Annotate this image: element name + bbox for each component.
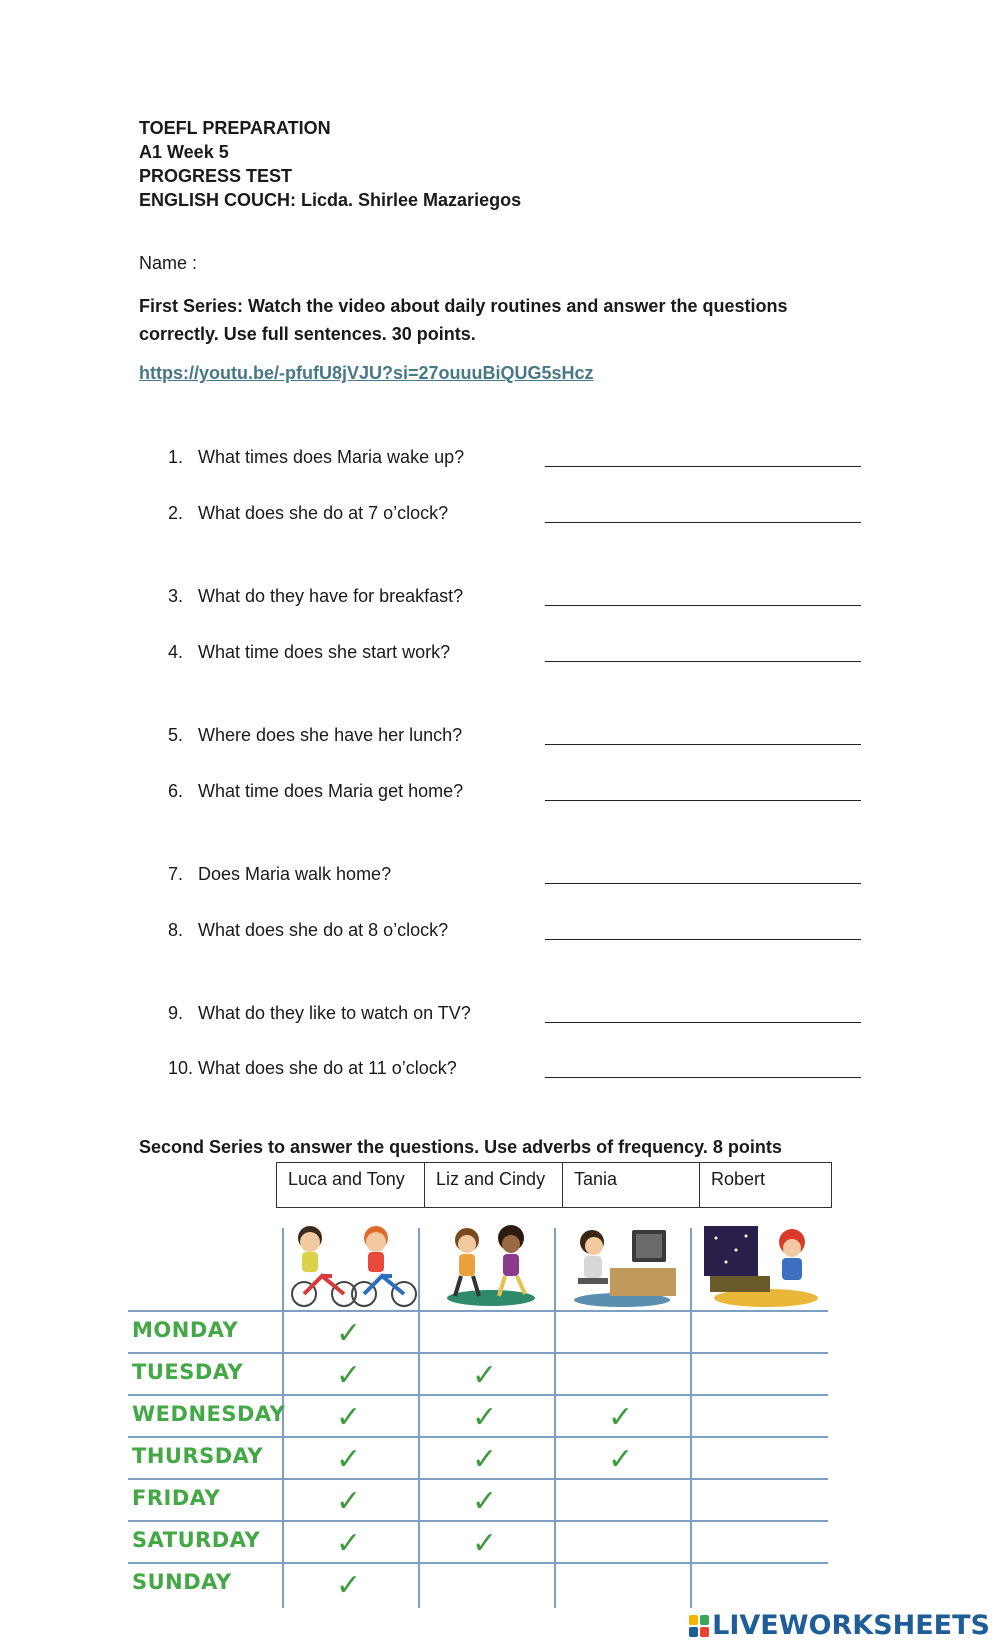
answer-line-4[interactable] bbox=[545, 660, 861, 662]
answer-line-2[interactable] bbox=[545, 521, 861, 523]
liveworksheets-logo bbox=[689, 1610, 990, 1641]
question-number: 5. bbox=[168, 725, 184, 745]
check-mark: ✓ bbox=[336, 1442, 362, 1477]
course-title: TOEFL PREPARATION bbox=[139, 118, 331, 138]
question-text: What do they have for breakfast? bbox=[198, 586, 464, 606]
question-6 bbox=[168, 781, 463, 802]
question-10 bbox=[168, 1058, 457, 1079]
logo-mark-icon bbox=[689, 1615, 709, 1637]
question-number: 10. bbox=[168, 1058, 194, 1078]
test-title: PROGRESS TEST bbox=[139, 166, 293, 186]
check-mark: ✓ bbox=[336, 1484, 362, 1519]
video-link[interactable]: https://youtu.be/-pfufU8jVJU?si=27ouuuBiQUG5sHcz bbox=[139, 363, 594, 383]
question-text: Does Maria walk home? bbox=[198, 864, 392, 884]
question-9 bbox=[168, 1003, 471, 1024]
first-series-instructions: First Series: Watch the video about daily routines and answer the questions correctly. Use full sentences. 30 points. bbox=[139, 296, 788, 344]
bike-riders-illustration bbox=[288, 1222, 418, 1308]
people-header-table bbox=[276, 1162, 832, 1208]
question-text: What time does she start work? bbox=[198, 642, 451, 662]
check-mark: ✓ bbox=[608, 1400, 634, 1435]
question-text: What does she do at 7 o’clock? bbox=[198, 503, 449, 523]
logo-text: LIVEWORKSHEETS bbox=[712, 1610, 990, 1641]
day-label-saturday: SATURDAY bbox=[132, 1528, 261, 1552]
check-mark: ✓ bbox=[472, 1442, 498, 1477]
question-text: What does she do at 8 o’clock? bbox=[198, 920, 449, 940]
question-2 bbox=[168, 503, 448, 524]
check-mark: ✓ bbox=[336, 1316, 362, 1351]
question-8 bbox=[168, 920, 448, 941]
question-number: 6. bbox=[168, 781, 184, 801]
check-mark: ✓ bbox=[336, 1526, 362, 1561]
check-mark: ✓ bbox=[472, 1400, 498, 1435]
question-number: 4. bbox=[168, 642, 184, 662]
question-number: 2. bbox=[168, 503, 184, 523]
answer-line-7[interactable] bbox=[545, 882, 861, 884]
answer-line-8[interactable] bbox=[545, 938, 861, 940]
question-4 bbox=[168, 642, 450, 663]
question-text: What time does Maria get home? bbox=[198, 781, 464, 801]
answer-line-6[interactable] bbox=[545, 799, 861, 801]
check-mark: ✓ bbox=[336, 1568, 362, 1603]
question-5 bbox=[168, 725, 462, 746]
teacher-name: ENGLISH COUCH: Licda. Shirlee Mazariegos bbox=[139, 190, 522, 210]
question-text: What times does Maria wake up? bbox=[198, 447, 465, 467]
activity-grid bbox=[128, 1218, 828, 1608]
day-label-wednesday: WEDNESDAY bbox=[132, 1402, 286, 1426]
person-name: Tania bbox=[563, 1163, 700, 1208]
question-3 bbox=[168, 586, 463, 607]
day-label-tuesday: TUESDAY bbox=[132, 1360, 244, 1384]
document-header bbox=[139, 116, 521, 212]
gamer-boy-illustration bbox=[696, 1222, 820, 1308]
second-series-title: Second Series to answer the questions. Use adverbs of frequency. 8 points bbox=[139, 1137, 782, 1157]
question-number: 7. bbox=[168, 864, 184, 884]
name-label: Name : bbox=[139, 253, 198, 273]
question-7 bbox=[168, 864, 391, 885]
answer-line-10[interactable] bbox=[545, 1076, 861, 1078]
answer-line-5[interactable] bbox=[545, 743, 861, 745]
check-mark: ✓ bbox=[336, 1400, 362, 1435]
question-text: Where does she have her lunch? bbox=[198, 725, 463, 745]
check-mark: ✓ bbox=[608, 1442, 634, 1477]
check-mark: ✓ bbox=[472, 1358, 498, 1393]
day-label-sunday: SUNDAY bbox=[132, 1570, 232, 1594]
question-number: 9. bbox=[168, 1003, 184, 1023]
answer-line-1[interactable] bbox=[545, 465, 861, 467]
question-text: What does she do at 11 o’clock? bbox=[198, 1058, 457, 1078]
course-week: A1 Week 5 bbox=[139, 142, 229, 162]
question-text: What do they like to watch on TV? bbox=[198, 1003, 471, 1023]
question-number: 1. bbox=[168, 447, 184, 467]
answer-line-3[interactable] bbox=[545, 604, 861, 606]
check-mark: ✓ bbox=[336, 1358, 362, 1393]
person-name: Luca and Tony bbox=[277, 1163, 425, 1208]
question-number: 8. bbox=[168, 920, 184, 940]
check-mark: ✓ bbox=[472, 1484, 498, 1519]
day-label-thursday: THURSDAY bbox=[132, 1444, 264, 1468]
dancing-girls-illustration bbox=[431, 1222, 551, 1308]
answer-line-9[interactable] bbox=[545, 1021, 861, 1023]
person-name: Liz and Cindy bbox=[425, 1163, 563, 1208]
day-label-friday: FRIDAY bbox=[132, 1486, 221, 1510]
day-label-monday: MONDAY bbox=[132, 1318, 239, 1342]
person-name: Robert bbox=[700, 1163, 832, 1208]
check-mark: ✓ bbox=[472, 1526, 498, 1561]
question-number: 3. bbox=[168, 586, 184, 606]
question-1 bbox=[168, 447, 464, 468]
computer-girl-illustration bbox=[566, 1222, 686, 1308]
